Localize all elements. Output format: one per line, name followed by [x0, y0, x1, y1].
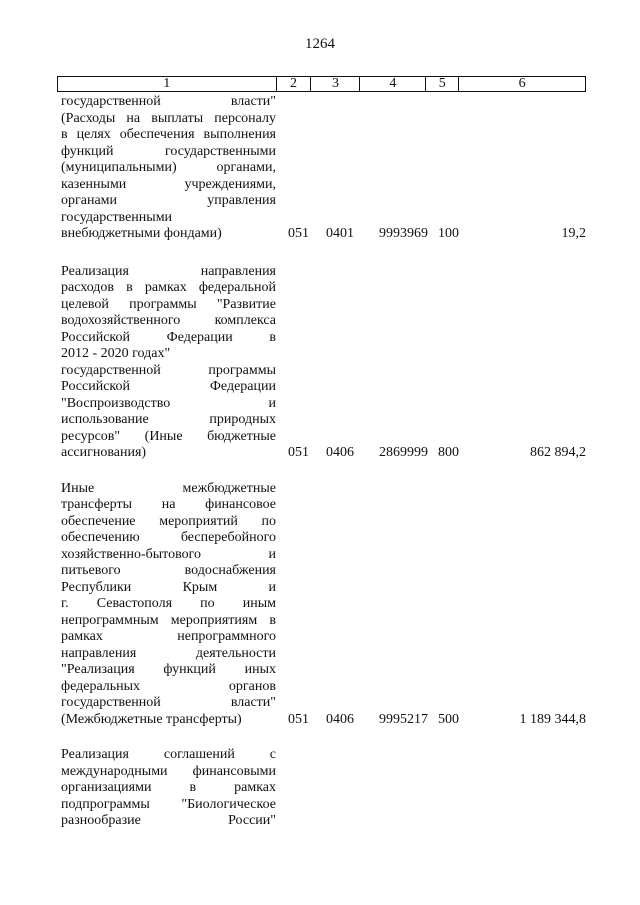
description-line: государственной власти": [61, 94, 276, 109]
amount: 1 189 344,8: [519, 711, 586, 727]
description-line: государственной власти": [61, 695, 276, 710]
description-line: г. Севастополя по иным: [61, 596, 276, 611]
column-header-3: 3: [311, 77, 360, 92]
description-line: разнообразие России": [61, 813, 276, 828]
description-line: направления деятельности: [61, 645, 276, 661]
ministry-code: 051: [288, 226, 309, 241]
budget-rows: [61, 94, 586, 830]
target-article-code: 2869999: [379, 445, 428, 460]
description-line: (Расходы на выплаты персоналу: [61, 110, 276, 126]
column-header-1: 1: [58, 77, 277, 92]
description-line: трансферты на финансовое: [61, 497, 276, 512]
description-line: (Межбюджетные трансферты): [61, 711, 242, 727]
column-header-5: 5: [426, 77, 459, 92]
description-line: ассигнования): [61, 445, 147, 460]
table-row: [61, 481, 586, 729]
description-line: Республики Крым и: [61, 579, 276, 595]
description-line: 2012 - 2020 годах": [61, 346, 171, 361]
description-line: хозяйственно-бытового и: [61, 546, 276, 562]
section-code: 0406: [326, 445, 354, 460]
section-code: 0406: [326, 711, 354, 727]
description-line: обеспечению бесперебойного: [61, 530, 276, 545]
expense-type-code: 100: [438, 226, 459, 241]
description-line: международными финансовыми: [61, 763, 276, 779]
row-description: [61, 747, 276, 830]
table-row: [61, 94, 586, 243]
description-line: непрограммным мероприятиям в: [61, 612, 276, 628]
description-line: органами управления: [61, 193, 276, 208]
column-header-6: 6: [459, 77, 586, 92]
row-description: [61, 481, 276, 729]
table-row: [61, 264, 586, 462]
expense-type-code: 800: [438, 445, 459, 460]
description-line: в целях обеспечения выполнения: [61, 127, 276, 142]
section-code: 0401: [326, 226, 354, 241]
description-line: Реализация соглашений с: [61, 747, 276, 762]
description-line: внебюджетными фондами): [61, 226, 222, 241]
description-line: функций государственными: [61, 143, 276, 159]
description-line: "Воспроизводство и: [61, 395, 276, 411]
description-line: (муниципальными) органами,: [61, 160, 276, 175]
description-line: Иные межбюджетные: [61, 480, 276, 496]
description-line: рамках непрограммного: [61, 629, 276, 644]
description-line: подпрограммы "Биологическое: [61, 796, 276, 812]
column-header-row: [58, 77, 586, 92]
description-line: ресурсов" (Иные бюджетные: [61, 428, 276, 444]
description-line: Реализация направления: [61, 263, 276, 279]
description-line: казенными учреждениями,: [61, 176, 276, 192]
description-line: "Реализация функций иных: [61, 662, 276, 677]
ministry-code: 051: [288, 711, 309, 727]
column-header-2: 2: [276, 77, 311, 92]
row-description: [61, 94, 276, 243]
description-line: Российской Федерации: [61, 379, 276, 394]
description-line: организациями в рамках: [61, 780, 276, 795]
target-article-code: 9995217: [379, 711, 428, 727]
description-line: использование природных: [61, 412, 276, 427]
column-header-4: 4: [360, 77, 426, 92]
description-line: водохозяйственного комплекса: [61, 313, 276, 328]
target-article-code: 9993969: [379, 226, 428, 241]
description-line: обеспечение мероприятий по: [61, 513, 276, 529]
description-line: расходов в рамках федеральной: [61, 280, 276, 295]
table-row: [61, 747, 586, 830]
description-line: государственной программы: [61, 362, 276, 378]
ministry-code: 051: [288, 445, 309, 460]
description-line: Российской Федерации в: [61, 329, 276, 345]
amount: 19,2: [561, 226, 586, 241]
description-line: целевой программы "Развитие: [61, 296, 276, 312]
description-line: государственными: [61, 209, 173, 225]
amount: 862 894,2: [530, 445, 586, 460]
page-number: 1264: [305, 36, 335, 52]
column-header-table: [57, 76, 586, 92]
expense-type-code: 500: [438, 711, 459, 727]
row-description: [61, 264, 276, 462]
description-line: федеральных органов: [61, 678, 276, 694]
description-line: питьевого водоснабжения: [61, 563, 276, 578]
